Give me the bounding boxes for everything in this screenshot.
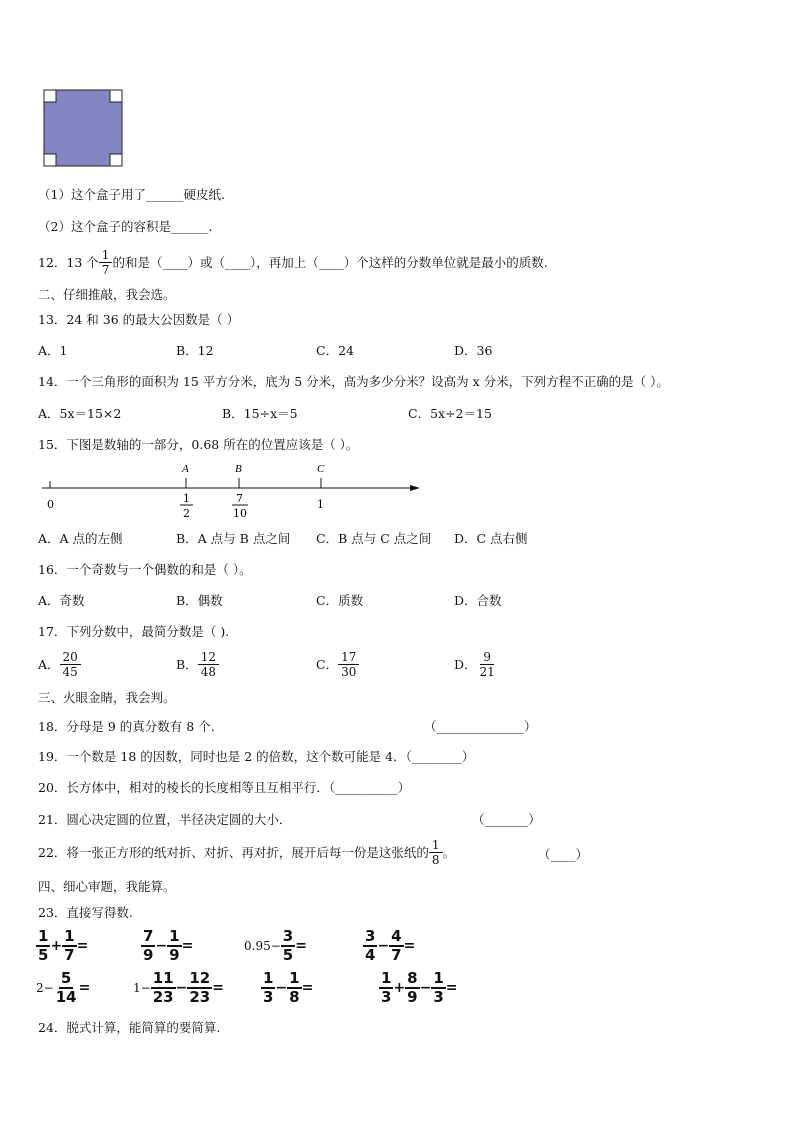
q17-stem: 17．下列分数中，最简分数是（ ). (38, 624, 230, 639)
num: 3 (282, 927, 294, 945)
lead-term: 2− (36, 981, 54, 995)
den: 9 (169, 946, 180, 964)
q13-stem: 13．24 和 36 的最大公因数是（ ） (38, 312, 240, 327)
q23-r2e4-frac-a (379, 970, 393, 1006)
num: 7 (143, 927, 154, 945)
q17-b-num: 12 (198, 650, 219, 665)
q14-stem: 14．一个三角形的面积为 15 平方分米，底为 5 分米，高为多少分米？设高为 x 分米，下列方程不正确的是（ ）。 (38, 374, 669, 389)
section-4-heading: 四、细心审题，我能算。 (38, 879, 176, 894)
q17-a-num: 20 (60, 650, 81, 665)
num: 8 (407, 969, 418, 987)
q11-line2: （2）这个盒子的容积是______. (38, 219, 213, 234)
q23-r1e4-frac-b (389, 928, 403, 964)
number-line-arrow (410, 485, 420, 491)
q18-stem: 18．分母是 9 的真分数有 8 个. (38, 719, 215, 734)
q13-option-d[interactable]: D．36 (454, 343, 493, 358)
q21-answer-blank[interactable]: （_______） (472, 812, 541, 827)
q17-option-c-letter: C． (316, 656, 339, 672)
equals: = (78, 980, 91, 996)
operator: − (275, 980, 288, 996)
q23-expr-4 (363, 928, 415, 964)
den: 3 (381, 988, 392, 1006)
equals: = (212, 980, 224, 996)
q14-option-c[interactable]: C．5x÷2＝15 (408, 406, 492, 421)
q21-stem: 21．圆心决定圆的位置，半径决定圆的大小． (38, 812, 292, 827)
q23-r1e1-frac-b (62, 928, 76, 964)
equals: = (403, 938, 416, 954)
q22-answer-blank[interactable]: （____） (538, 847, 589, 862)
q14-option-b[interactable]: B．15÷x＝5 (222, 406, 298, 421)
q23-expr-5 (36, 970, 90, 1006)
equals: = (295, 938, 307, 954)
tick-label-c: 1 (317, 498, 324, 511)
q20-stem: 20．长方体中，相对的棱长的长度相等且互相平行．（__________） (38, 780, 411, 795)
equals: = (445, 980, 458, 996)
den: 9 (143, 946, 154, 964)
q17-option-a[interactable] (38, 650, 81, 679)
q16-option-c[interactable]: C．质数 (316, 593, 364, 608)
num: 1 (169, 927, 180, 945)
corner-square-tr (110, 90, 122, 102)
q18-answer-blank[interactable]: （______________） (424, 719, 537, 734)
q17-option-a-fraction (60, 650, 81, 679)
q11-line1: （1）这个盒子用了______硬皮纸. (38, 187, 225, 202)
corner-square-tl (44, 90, 56, 102)
q17-option-d-fraction (477, 650, 498, 679)
q16-stem: 16．一个奇数与一个偶数的和是（ ）。 (38, 562, 252, 577)
q23-r2e2-frac-a (151, 970, 176, 1006)
q23-r2e4-frac-b (405, 970, 419, 1006)
tick-label-b-den: 10 (233, 507, 247, 520)
num: 1 (289, 969, 300, 987)
q17-option-d-letter: D． (454, 656, 477, 672)
operator: − (419, 980, 432, 996)
operator: − (175, 980, 188, 996)
point-label-c: C (317, 463, 325, 475)
q17-option-d[interactable] (454, 650, 498, 679)
question-22 (38, 838, 455, 867)
q23-r1e1-frac-a (36, 928, 50, 964)
q12-fraction (99, 248, 113, 277)
q13-option-c[interactable]: C．24 (316, 343, 354, 358)
equals: = (301, 980, 314, 996)
q15-option-a[interactable]: A．A 点的左侧 (38, 531, 123, 546)
q23-r2e3-frac-b (287, 970, 301, 1006)
operator: + (50, 938, 63, 954)
num: 4 (391, 927, 402, 945)
den: 8 (289, 988, 300, 1006)
q23-expr-2 (141, 928, 193, 964)
num: 1 (433, 969, 444, 987)
operator: − (377, 938, 390, 954)
den: 9 (407, 988, 418, 1006)
tick-label-a-den: 2 (183, 507, 190, 520)
q23-expr-6 (133, 970, 224, 1006)
num: 1 (263, 969, 274, 987)
den: 7 (391, 946, 402, 964)
num: 1 (64, 927, 75, 945)
num: 1 (381, 969, 392, 987)
tick-label-a-num: 1 (183, 492, 190, 505)
equals: = (181, 938, 194, 954)
q22-frac-den: 8 (431, 853, 440, 867)
q17-option-a-letter: A． (38, 656, 60, 672)
corner-square-br (110, 154, 122, 166)
point-label-a: A (182, 463, 189, 475)
q22-stem: 22．将一张正方形的纸对折、对折、再对折，展开后每一份是这张纸的 (38, 844, 429, 860)
q23-r1e2-frac-a (141, 928, 155, 964)
q22-frac-num: 1 (429, 838, 443, 853)
den: 23 (189, 988, 211, 1006)
section-3-heading: 三、火眼金睛，我会判。 (38, 690, 176, 705)
q22-tail: 。 (442, 844, 456, 860)
q16-option-a[interactable]: A．奇数 (38, 593, 85, 608)
q23-r1e2-frac-b (167, 928, 181, 964)
den: 3 (433, 988, 444, 1006)
point-label-b: B (235, 463, 242, 475)
den: 7 (64, 946, 75, 964)
tick-label-b-num: 7 (236, 492, 243, 505)
q22-fraction (429, 838, 443, 867)
box-net-figure (40, 86, 126, 170)
q23-stem: 23．直接写得数. (38, 905, 133, 920)
number-line (36, 458, 426, 522)
num: 1 (38, 927, 49, 945)
q12-frac-den: 7 (101, 263, 110, 277)
q23-expr-1 (36, 928, 88, 964)
q13-option-b[interactable]: B．12 (176, 343, 214, 358)
lead-term: 1− (133, 981, 151, 995)
operator: + (393, 980, 406, 996)
q23-expr-8 (379, 970, 458, 1006)
lead-term: 0.95− (244, 939, 281, 953)
q15-option-b[interactable]: B．A 点与 B 点之间 (176, 531, 291, 546)
num: 5 (60, 969, 72, 987)
q12-prefix: 12．13 个 (38, 254, 99, 270)
den: 5 (38, 946, 49, 964)
den: 14 (55, 988, 77, 1006)
q17-option-b-letter: B． (176, 656, 198, 672)
q23-r2e2-frac-b (187, 970, 212, 1006)
q17-option-c[interactable] (316, 650, 359, 679)
q17-option-c-fraction (338, 650, 359, 679)
q23-expr-7 (261, 970, 313, 1006)
q23-r2e1-frac-b (54, 970, 79, 1006)
section-2-heading: 二、仔细推敲，我会选。 (38, 287, 176, 302)
q23-r1e3-frac-b (281, 928, 295, 964)
q23-r2e3-frac-a (261, 970, 275, 1006)
num: 3 (365, 927, 376, 945)
q17-c-den: 30 (341, 665, 357, 679)
q15-option-d[interactable]: D．C 点右侧 (454, 531, 528, 546)
q15-stem: 15．下图是数轴的一部分，0.68 所在的位置应该是（ ）。 (38, 437, 359, 452)
den: 4 (365, 946, 376, 964)
q23-r2e4-frac-c (431, 970, 445, 1006)
q13-option-a[interactable]: A．1 (38, 343, 68, 358)
operator: − (155, 938, 168, 954)
q17-option-b-fraction (198, 650, 219, 679)
q16-option-d[interactable]: D．合数 (454, 593, 502, 608)
q14-option-a[interactable]: A．5x＝15×2 (38, 406, 122, 421)
question-12 (38, 248, 548, 277)
tick-label-zero: 0 (47, 498, 54, 511)
q17-d-den: 21 (479, 665, 495, 679)
den: 5 (282, 946, 294, 964)
num: 12 (189, 969, 211, 987)
q23-r1e4-frac-a (363, 928, 377, 964)
den: 23 (152, 988, 174, 1006)
q17-option-b[interactable] (176, 650, 219, 679)
q16-option-b[interactable]: B．偶数 (176, 593, 223, 608)
q17-c-num: 17 (338, 650, 359, 665)
corner-square-bl (44, 154, 56, 166)
q12-suffix: 的和是（____）或（____），再加上（____）个这样的分数单位就是最小的质数. (112, 254, 548, 270)
q17-b-den: 48 (200, 665, 216, 679)
equals: = (76, 938, 89, 954)
q17-a-den: 45 (62, 665, 78, 679)
den: 3 (263, 988, 274, 1006)
q17-d-num: 9 (480, 650, 494, 665)
num: 11 (152, 969, 174, 987)
q24-stem: 24．脱式计算，能简算的要简算. (38, 1020, 221, 1035)
q19-stem: 19．一个数是 18 的因数，同时也是 2 的倍数，这个数可能是 4．（________） (38, 749, 475, 764)
q23-expr-3 (244, 928, 307, 964)
q12-frac-num: 1 (99, 248, 113, 263)
q15-option-c[interactable]: C．B 点与 C 点之间 (316, 531, 432, 546)
